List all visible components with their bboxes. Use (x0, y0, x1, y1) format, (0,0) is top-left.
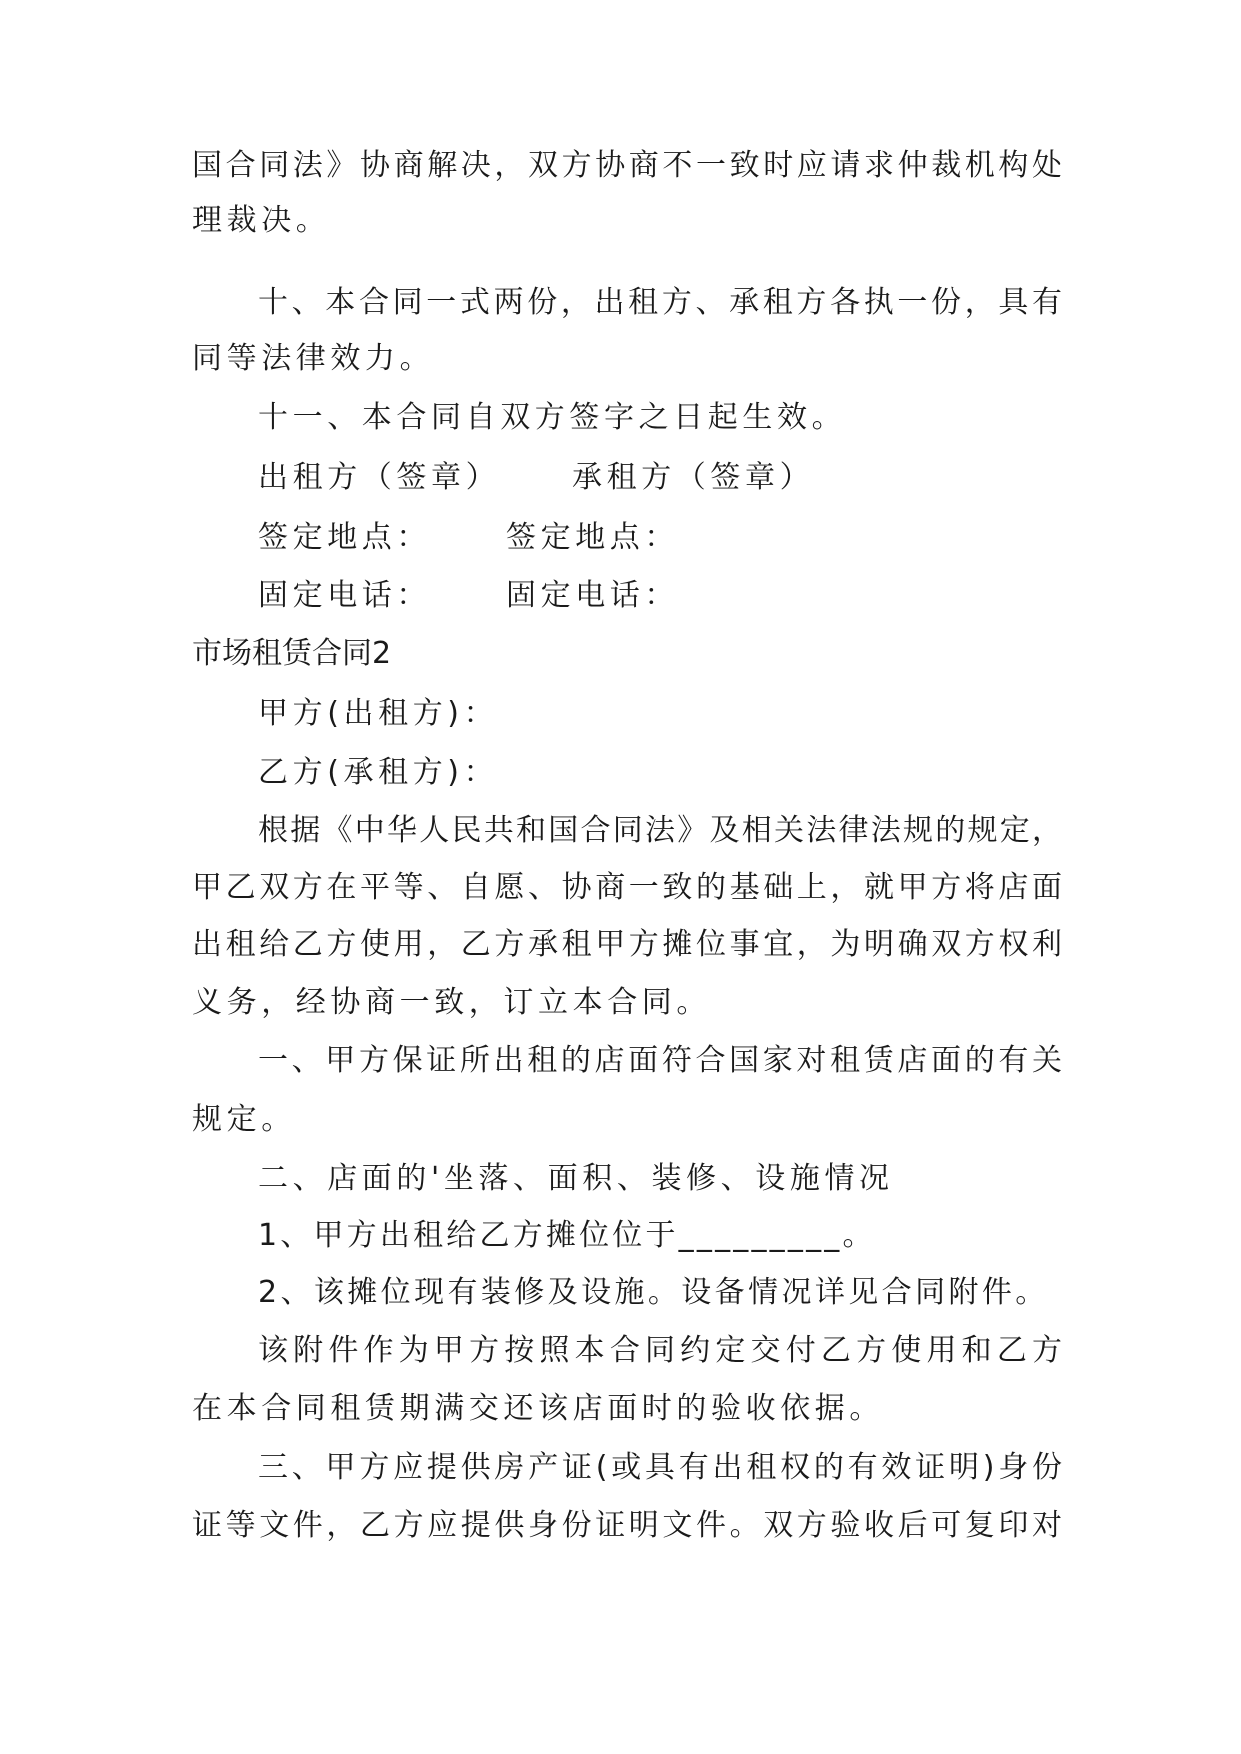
text-line: 一、甲方保证所出租的店面符合国家对租赁店面的有关 (258, 1043, 1062, 1078)
text-line: 十、本合同一式两份，出租方、承租方各执一份，具有 (258, 285, 1062, 320)
text-line: 国合同法》协商解决，双方协商不一致时应请求仲裁机构处 (192, 148, 1062, 183)
contract-title: 市场租赁合同2 (192, 636, 392, 671)
text-line: 出租给乙方使用，乙方承租甲方摊位事宜，为明确双方权利 (192, 927, 1062, 962)
text-line: 1、甲方出租给乙方摊位位于_________。 (258, 1218, 876, 1253)
lessee-seal-label: 承租方（签章） (572, 460, 815, 495)
place-label-right: 签定地点： (506, 520, 679, 555)
text-line: 规定。 (192, 1102, 296, 1137)
party-a-label: 甲方(出租方)： (258, 696, 499, 731)
place-label-left: 签定地点： (258, 520, 431, 555)
phone-label-right: 固定电话： (506, 578, 679, 613)
party-b-label: 乙方(承租方)： (258, 755, 499, 790)
text-line: 同等法律效力。 (192, 341, 435, 376)
text-line: 根据《中华人民共和国合同法》及相关法律法规的规定， (258, 813, 1062, 848)
lessor-seal-label: 出租方（签章） (258, 460, 501, 495)
text-line: 甲乙双方在平等、自愿、协商一致的基础上，就甲方将店面 (192, 870, 1062, 905)
text-line: 义务，经协商一致，订立本合同。 (192, 985, 711, 1020)
text-line: 该附件作为甲方按照本合同约定交付乙方使用和乙方 (258, 1333, 1062, 1368)
text-line: 三、甲方应提供房产证(或具有出租权的有效证明)身份 (258, 1450, 1062, 1485)
text-line: 2、该摊位现有装修及设施。设备情况详见合同附件。 (258, 1275, 1049, 1310)
text-line: 二、店面的'坐落、面积、装修、设施情况 (258, 1161, 894, 1196)
text-line: 理裁决。 (192, 203, 331, 238)
text-line: 证等文件，乙方应提供身份证明文件。双方验收后可复印对 (192, 1508, 1062, 1543)
text-line: 十一、本合同自双方签字之日起生效。 (258, 400, 847, 435)
phone-label-left: 固定电话： (258, 578, 431, 613)
text-line: 在本合同租赁期满交还该店面时的验收依据。 (192, 1391, 884, 1426)
